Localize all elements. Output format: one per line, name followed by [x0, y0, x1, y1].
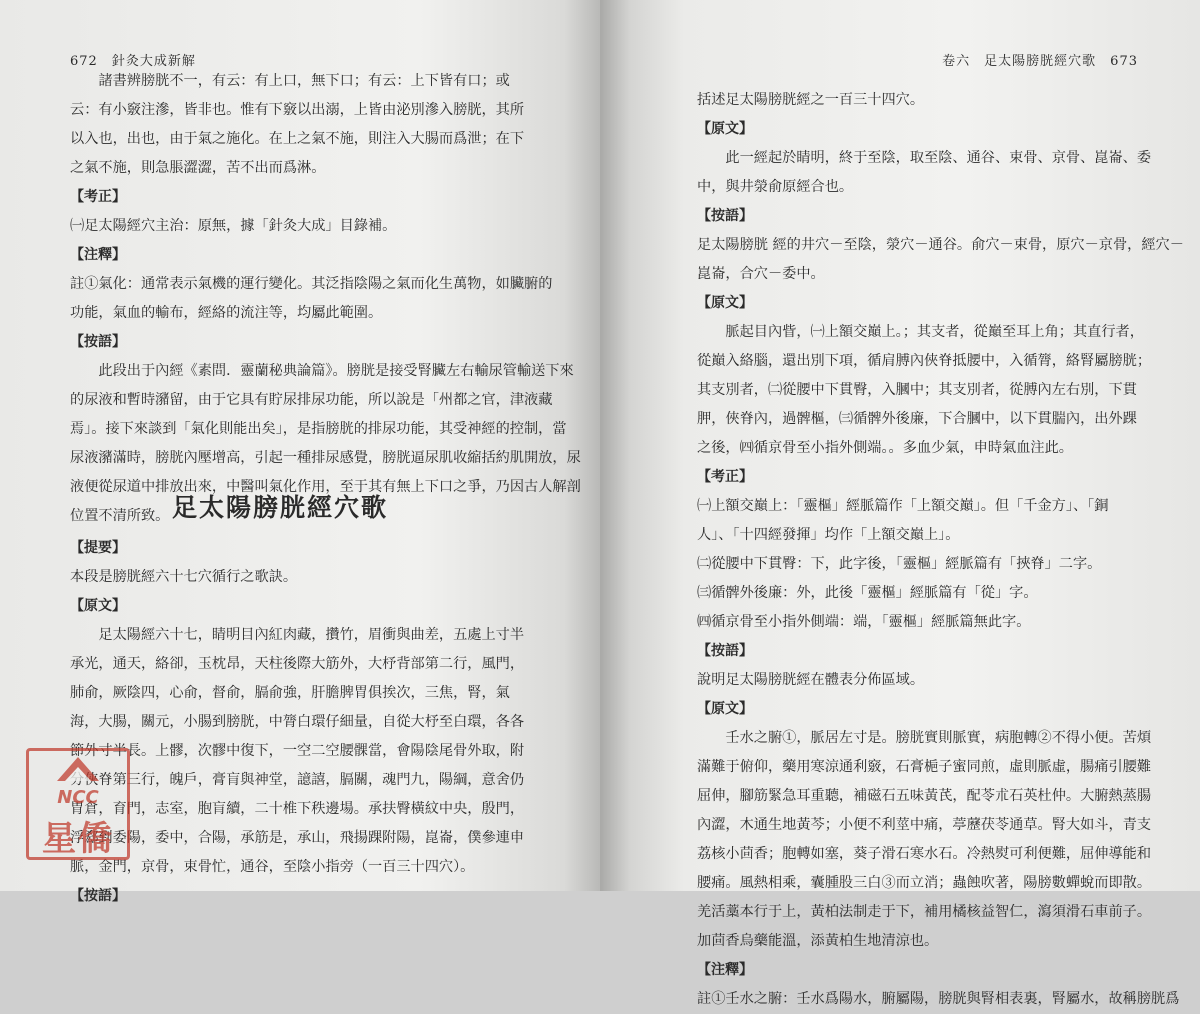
text-line: 人」、「十四經發揮」均作「上額交巔上」。 [697, 527, 960, 543]
text-line: 節外寸半長。上髎，次髎中復下，一空二空腰髁當，會陽陰尾骨外取，附 [70, 743, 525, 759]
text-line: 脈，金門，京骨，束骨忙，通谷，至陰小指旁（一百三十四穴）。 [70, 859, 475, 875]
text-line: ㈡從腰中下貫臀：下，此字後，「靈樞」經脈篇有「挾脊」二字。 [697, 556, 1102, 572]
left-running-header: 672 針灸大成新解 [70, 54, 196, 69]
section-label-tiyao: 【提要】 [70, 540, 126, 556]
text-line: 壬水之腑①，脈居左寸是。膀胱實則脈實，病胞轉②不得小便。苦煩 [697, 730, 1152, 746]
section-label-yuanwen-1: 【原文】 [697, 121, 753, 137]
text-line: 註①壬水之腑：壬水爲陽水，腑屬陽，膀胱與腎相表裏，腎屬水，故稱膀胱爲 [697, 991, 1180, 1007]
text-line: 尿液瀦滿時，膀胱內壓增高，引起一種排尿感覺，膀胱逼尿肌收縮括約肌開放，尿 [70, 450, 581, 466]
text-line: 之氣不施，則急脹澀澀，苦不出而爲淋。 [70, 160, 326, 176]
text-line: 註①氣化：通常表示氣機的運行變化。其泛指陰陽之氣而化生萬物，如臟腑的 [70, 276, 553, 292]
text-line: 焉」。接下來談到「氣化則能出矣」，是指膀胱的排尿功能，其受神經的控制，當 [70, 421, 567, 437]
text-line: 肺俞，厥陰四，心俞，督俞，膈俞強，肝膽脾胃俱挨次，三焦，腎，氣 [70, 685, 510, 701]
text-line: 之後，㈣循京骨至小指外側端。。多血少氣，申時氣血注此。 [697, 440, 1073, 456]
text-line: ㈠上額交巔上：「靈樞」經脈篇作「上額交巔」。但「千金方」、「銅 [697, 498, 1109, 514]
right-body [697, 86, 1184, 1014]
text-line: 其支別者，㈡從腰中下貫臀，入膕中；其支別者，從膊內左右別，下貫 [697, 382, 1137, 398]
section-label-anyu-1: 【按語】 [697, 208, 753, 224]
text-line: 云：有小竅注滲，皆非也。惟有下竅以出溺，上皆由泌別滲入膀胱，其所 [70, 102, 525, 118]
text-line: ㈠足太陽經穴主治：原無，據「針灸大成」目錄補。 [70, 218, 397, 234]
text-line: 腰痛。風熱相乘，囊腫股三白③而立消；蟲蝕吹著，陽膀數蟬蛻而即散。 [697, 875, 1152, 891]
right-page [600, 0, 1200, 1007]
house-icon-inner [65, 767, 91, 781]
text-line: 海，大腸，關元，小腸到膀胱，中膂白環仔細量，自從大杼至白環，各各 [70, 714, 525, 730]
text-line: 本段是膀胱經六十七穴循行之歌訣。 [70, 569, 298, 585]
text-line: 此一經起於睛明，終于至陰，取至陰、通谷、束骨、京骨、崑崙、委 [697, 150, 1152, 166]
text-line: 崑崙，合穴－委中。 [697, 266, 825, 282]
text-line: 位置不清所致。 [70, 508, 170, 524]
left-song [70, 534, 524, 911]
text-line: 屈伸，腳筋緊急耳重聽，補磁石五味黃芪，配苓朮石英杜仲。大腑熱蒸腸 [697, 788, 1152, 804]
text-line: 諸書辨膀胱不一，有云：有上口，無下口；有云：上下皆有口；或 [70, 73, 510, 89]
text-line: 說明足太陽膀胱經在體表分佈區域。 [697, 672, 925, 688]
stamp-name: 星僑 [42, 819, 114, 859]
text-line: 荔核小茴香；胞轉如塞，葵子滑石寒水石。冷熱熨可利便難，屈伸導能和 [697, 846, 1152, 862]
text-line: 分俠脊第三行，魄戶，膏肓與神堂，譩譆，膈關，魂門九，陽綱，意舍仍 [70, 772, 525, 788]
left-page [0, 0, 600, 904]
text-line: 承光，通天，絡卻，玉枕昂，天柱後際大筋外，大杼背部第二行，風門， [70, 656, 525, 672]
text-line: 以入也，出也，由于氣之施化。在上之氣不施，則注入大腸而爲泄；在下 [70, 131, 525, 147]
text-line: 滿難于俯仰，藥用寒涼通利竅，石膏梔子蜜同煎，虛則脈虛，腸痛引腰難 [697, 759, 1152, 775]
section-label-anyu-bottom: 【按語】 [70, 888, 126, 904]
right-running-header: 卷六 足太陽膀胱經穴歌 673 [942, 54, 1138, 69]
stamp-abbr: NCC [57, 787, 99, 808]
text-line: ㈣循京骨至小指外側端：端，「靈樞」經脈篇無此字。 [697, 614, 1031, 630]
section-label-kaozheng: 【考正】 [70, 189, 126, 205]
section-label-kaozheng: 【考正】 [697, 469, 753, 485]
section-label-yuanwen-2: 【原文】 [697, 295, 753, 311]
text-line: 浮郄到委陽，委中，合陽，承筋是，承山，飛揚踝附陽，崑崙，僕參連申 [70, 830, 525, 846]
text-line: 加茴香烏藥能溫，添黃柏生地清涼也。 [697, 933, 939, 949]
text-line: ㈢循髀外後廉：外，此後「靈樞」經脈篇有「從」字。 [697, 585, 1038, 601]
text-line: 中，與井滎俞原經合也。 [697, 179, 854, 195]
text-line: 液便從尿道中排放出來，中醫叫氣化作用，至于其有無上下口之爭，乃因古人解剖 [70, 479, 581, 495]
section-label-anyu-2: 【按語】 [697, 643, 753, 659]
text-line: 括述足太陽膀胱經之一百三十四穴。 [697, 92, 925, 108]
section-label-zhushi: 【注釋】 [70, 247, 126, 263]
text-line: 此段出于內經《素問．靈蘭秘典論篇》。膀胱是接受腎臟左右輸尿管輸送下來 [70, 363, 574, 379]
text-line: 功能，氣血的輸布，經絡的流注等，均屬此範圍。 [70, 305, 383, 321]
text-line: 羌活藁本行于上，黃柏法制走于下，補用橘核益智仁，瀉須滑石車前子。 [697, 904, 1152, 920]
text-line: 內澀，木通生地黃芩；小便不利莖中痛，葶藶茯苓通草。腎大如斗，青支 [697, 817, 1152, 833]
section-label-yuanwen-3: 【原文】 [697, 701, 753, 717]
section-title: 足太陽膀胱經穴歌 [171, 493, 388, 522]
watermark-stamp [26, 748, 130, 860]
left-intro [70, 67, 581, 531]
section-label-yuanwen: 【原文】 [70, 598, 126, 614]
text-line: 足太陽膀胱 經的井穴－至陰，滎穴－通谷。俞穴－束骨，原穴－京骨，經穴－ [697, 237, 1184, 253]
text-line: 脈起目內眥，㈠上額交巔上。；其支者，從巔至耳上角；其直行者， [697, 324, 1144, 340]
section-label-zhushi: 【注釋】 [697, 962, 753, 978]
text-line: 胛，俠脊內，過髀樞，㈢循髀外後廉，下合膕中，以下貫腨內，出外踝 [697, 411, 1137, 427]
text-line: 的尿液和暫時瀦留，由于它具有貯尿排尿功能，所以說是「州都之官，津液藏 [70, 392, 553, 408]
text-line: 足太陽經六十七，睛明目內紅肉藏，攢竹，眉衝與曲差，五處上寸半 [70, 627, 525, 643]
section-label-anyu: 【按語】 [70, 334, 126, 350]
text-line: 從巔入絡腦，還出別下項，循肩膊內俠脊抵腰中，入循膂，絡腎屬膀胱； [697, 353, 1152, 369]
text-line: 胃倉，育門，志室，胞肓續，二十椎下秩邊場。承扶臀橫紋中央，殷門， [70, 801, 525, 817]
